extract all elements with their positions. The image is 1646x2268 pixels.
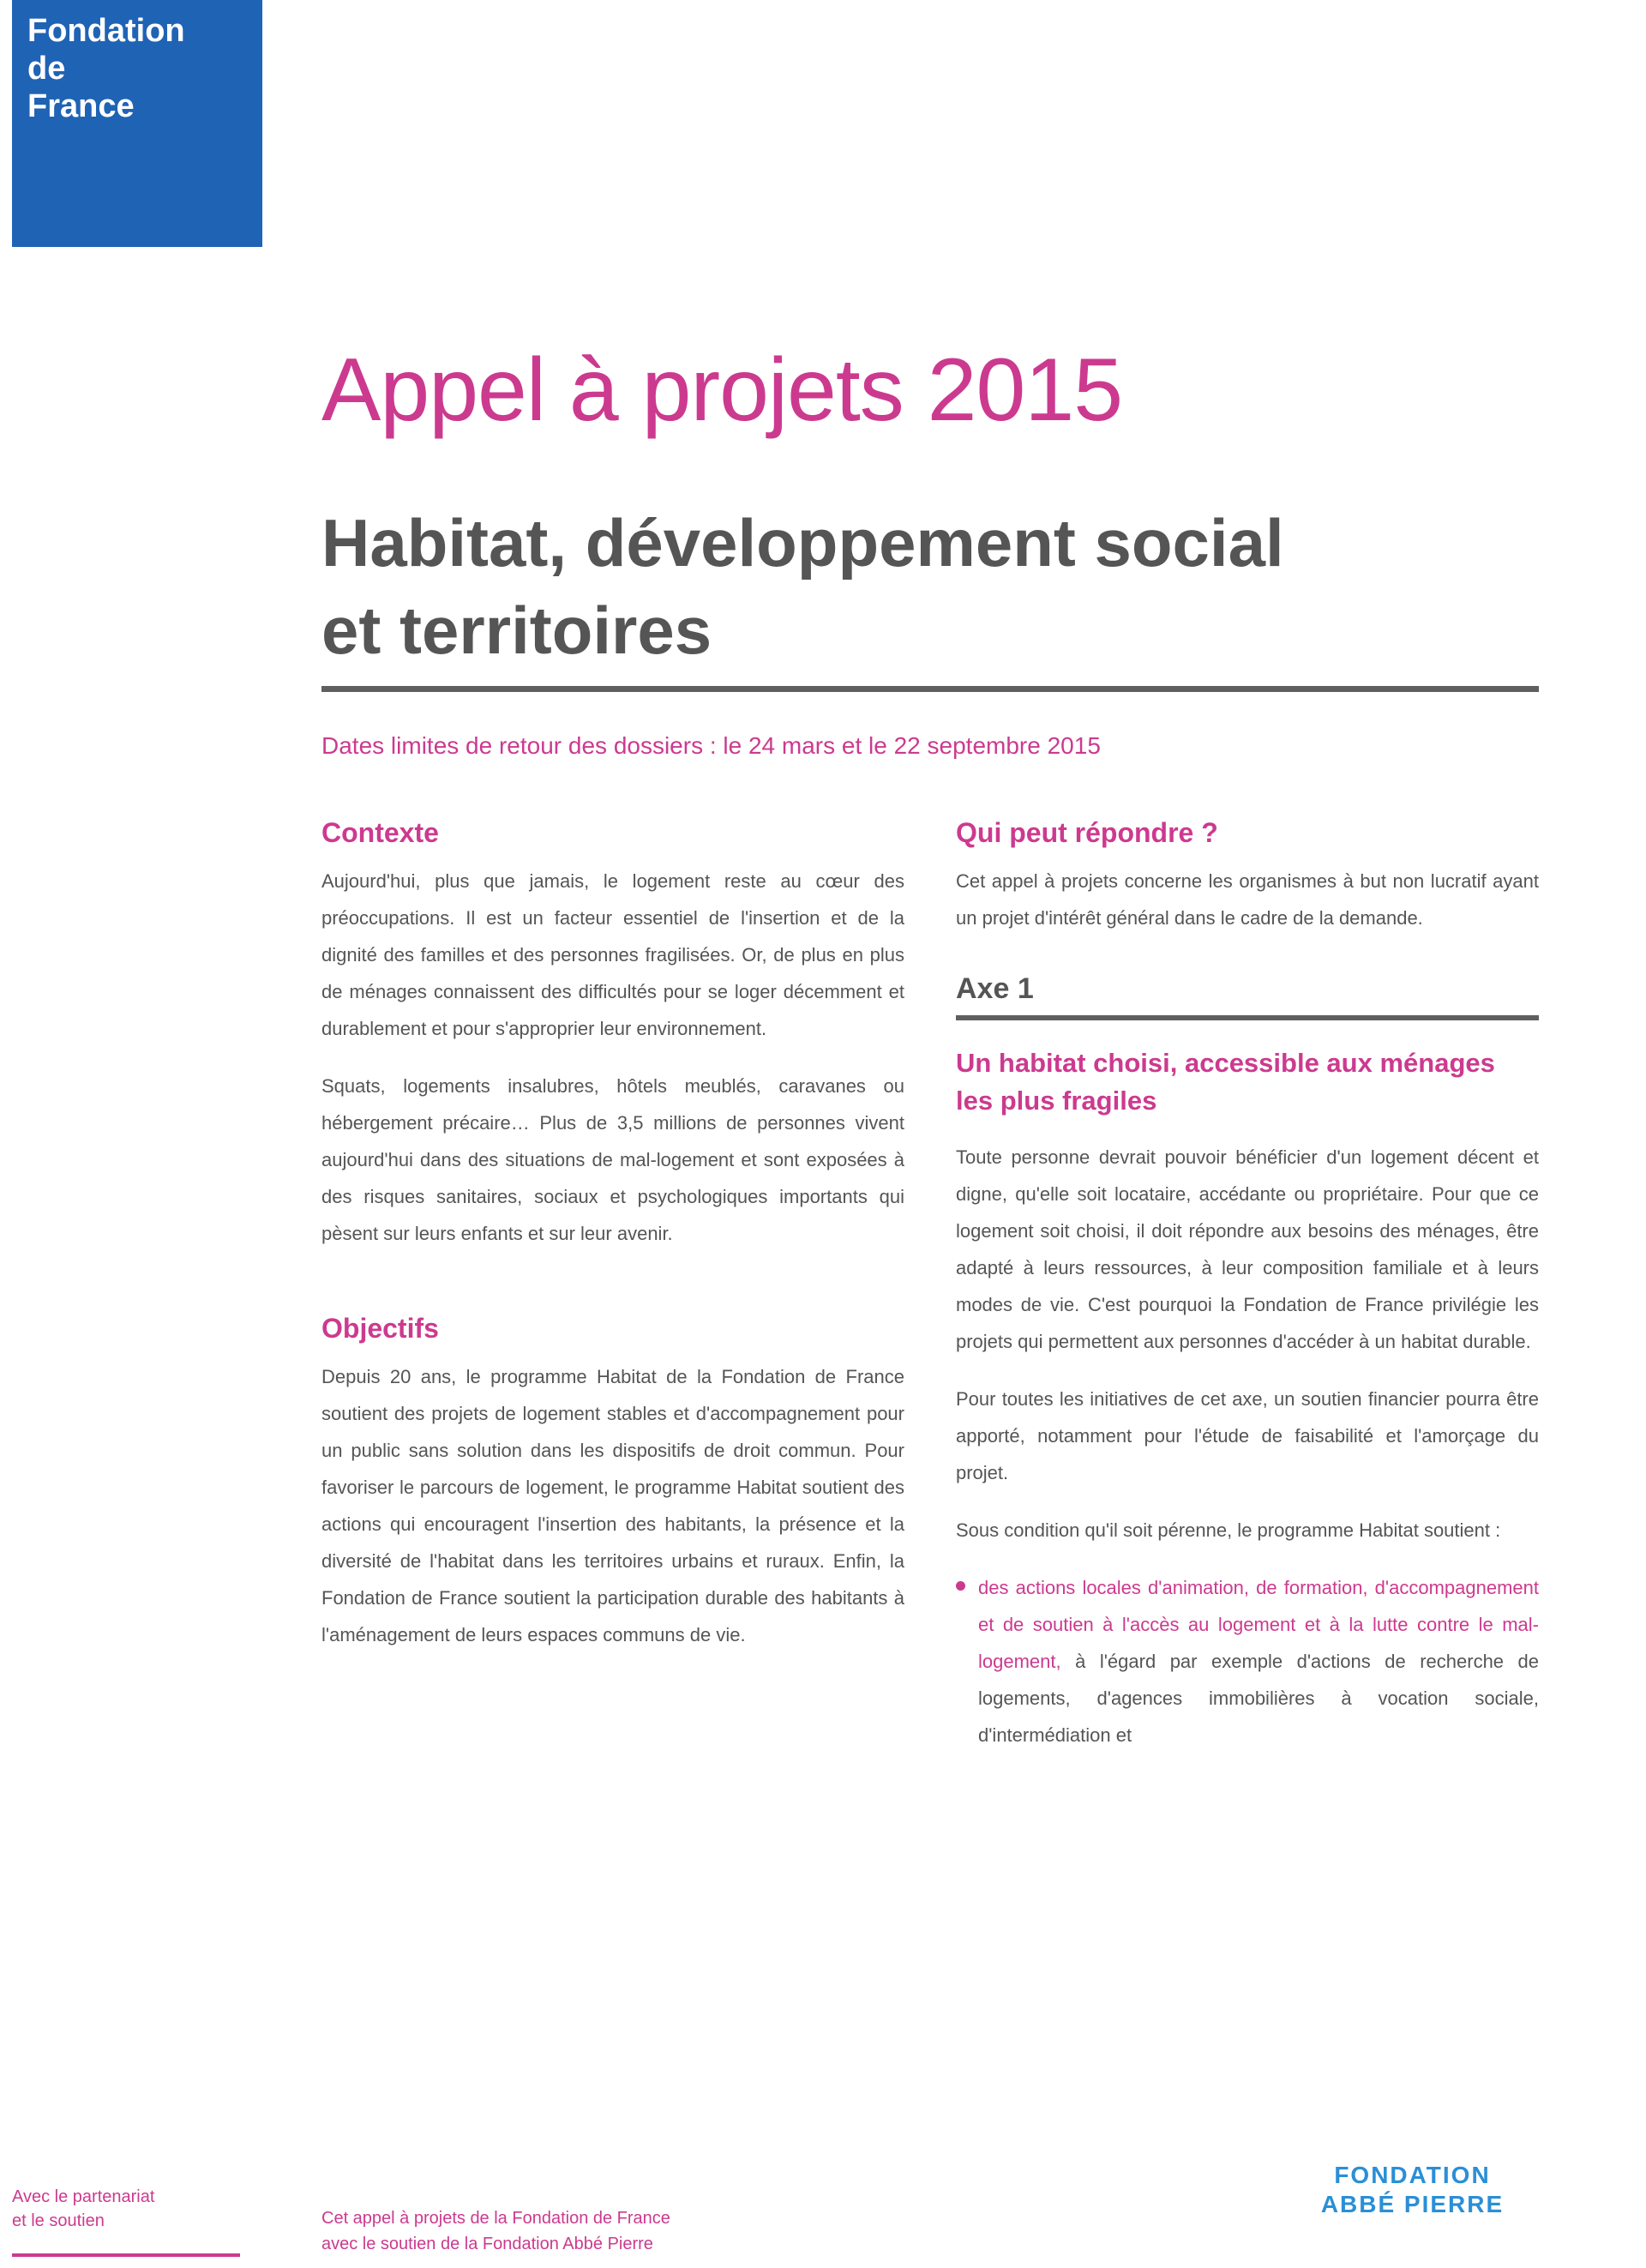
title-line-2: et territoires	[321, 593, 712, 668]
partner-logo-line-2: ABBÉ PIERRE	[1320, 2191, 1505, 2217]
support-bullet-item	[956, 1569, 1539, 1754]
who-can-apply-paragraph: Cet appel à projets concerne les organismes à but non lucratif ayant un projet d'intérêt général dans le cadre de la demande.	[956, 870, 1539, 929]
axis-divider	[956, 1015, 1539, 1020]
axis-subtitle: Un habitat choisi, accessible aux ménages les plus fragiles	[956, 1048, 1495, 1116]
fondation-de-france-logo	[12, 0, 262, 247]
axis-paragraph-3: Sous condition qu'il soit pérenne, le programme Habitat soutient :	[956, 1519, 1501, 1541]
context-heading: Contexte	[321, 817, 439, 848]
title-divider	[321, 686, 1539, 692]
footer-partner-note	[12, 2185, 252, 2233]
logo-line-1: Fondation	[27, 13, 185, 49]
axis-paragraph-2: Pour toutes les initiatives de cet axe, un soutien financier pourra être apporté, notamment pour l'étude de faisabilité et l'amorçage du projet.	[956, 1388, 1539, 1483]
logo-line-3: France	[27, 88, 135, 124]
footer-note	[321, 2205, 836, 2257]
left-column	[321, 815, 904, 1674]
bullet-rest-text: à l'égard par exemple d'actions de recherche de logements, d'agences immobilières à vocation sociale, d'intermédiation et	[978, 1651, 1539, 1746]
deadline-dates: Dates limites de retour des dossiers : le 24 mars et le 22 septembre 2015	[321, 732, 1101, 759]
footer-left-line-2: et le soutien	[12, 2211, 105, 2230]
partner-logo-line-1: FONDATION	[1334, 2162, 1491, 2188]
axis-label: Axe 1	[956, 972, 1034, 1005]
objectives-heading: Objectifs	[321, 1313, 439, 1344]
bullet-highlight-text: des actions locales d'animation, de formation, d'accompagnement et de soutien à l'accès au logement et à la lutte contre le mal-logement,	[978, 1577, 1539, 1672]
footer-mid-line-2: avec le soutien de la Fondation Abbé Pierre	[321, 2235, 653, 2253]
footer-left-line-1: Avec le partenariat	[12, 2187, 155, 2206]
right-column	[956, 815, 1539, 1774]
title-line-1: Habitat, développement social	[321, 505, 1284, 581]
axis-paragraph-1: Toute personne devrait pouvoir bénéficier d'un logement décent et digne, qu'elle soit locataire, accédante ou propriétaire. Pour que ce logement soit choisi, il doit répondre aux besoins des ménages, être adapté à leurs ressources, à leur composition familiale et à leurs modes de vie. C'est pourquoi la Fondation de France privilégie les projets qui permettent aux personnes d'accéder à un habitat durable.	[956, 1146, 1539, 1352]
footer-mid-line-1: Cet appel à projets de la Fondation de France	[321, 2209, 670, 2228]
partner-logo	[1286, 2161, 1539, 2236]
page-title	[321, 499, 1539, 674]
who-can-apply-heading: Qui peut répondre ?	[956, 817, 1218, 848]
logo-line-2: de	[27, 51, 66, 87]
bullet-icon	[956, 1581, 965, 1591]
call-for-projects-heading: Appel à projets 2015	[321, 340, 1123, 440]
footer-left-divider	[12, 2253, 240, 2257]
context-paragraph-1: Aujourd'hui, plus que jamais, le logement reste au cœur des préoccupations. Il est un facteur essentiel de l'insertion et de la dignité des familles et des personnes fragilisées. Or, de plus en plus de ménages connaissent des difficultés pour se loger décemment et durablement et pour s'approprier leur environnement.	[321, 870, 904, 1039]
objectives-paragraph: Depuis 20 ans, le programme Habitat de la Fondation de France soutient des projets de logement stables et d'accompagnement pour un public sans solution dans les dispositifs de droit commun. Pour favoriser le parcours de logement, le programme Habitat soutient des actions qui encouragent l'insertion des habitants, la présence et la diversité de l'habitat dans les territoires urbains et ruraux. Enfin, la Fondation de France soutient la participation durable des habitants à l'aménagement de leurs espaces communs de vie.	[321, 1366, 904, 1645]
context-paragraph-2: Squats, logements insalubres, hôtels meublés, caravanes ou hébergement précaire… Plus de 3,5 millions de personnes vivent aujourd'hui dans des situations de mal-logement et sont exposées à des risques sanitaires, sociaux et psychologiques importants qui pèsent sur leurs enfants et sur leur avenir.	[321, 1075, 904, 1244]
